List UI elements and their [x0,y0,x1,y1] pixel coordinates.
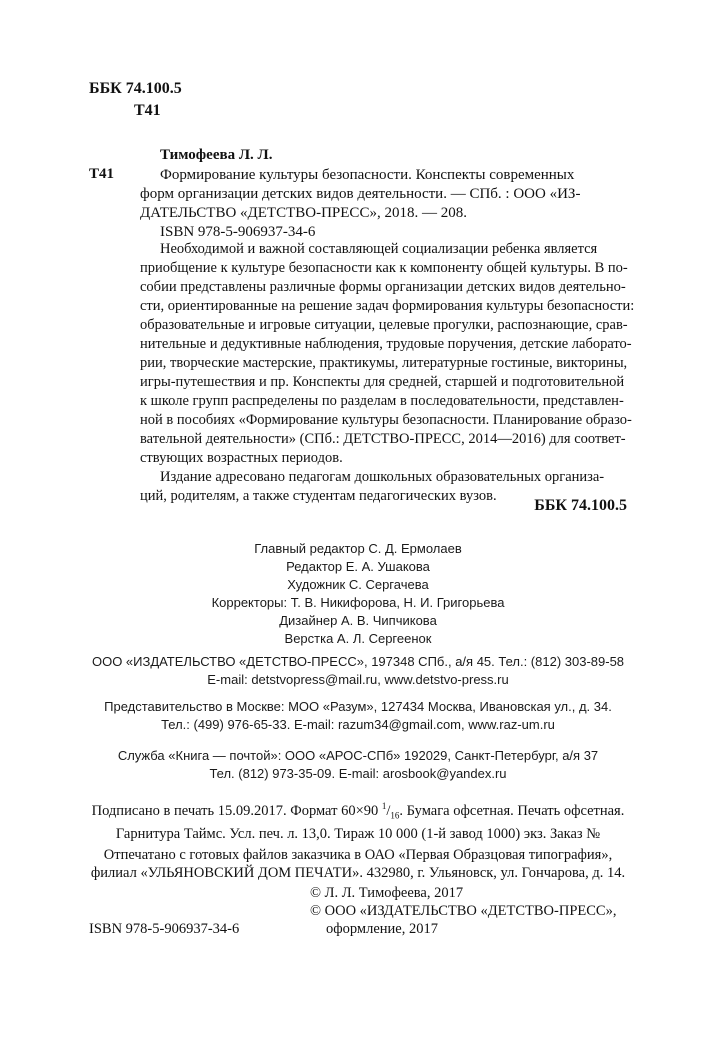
credit-designer: Дизайнер А. В. Чипчикова [279,613,437,628]
annotation-line: нительные и дедуктивные наблюдения, трудовые поручения, детские лаборато- [140,336,632,352]
copyright-publisher: © ООО «ИЗДАТЕЛЬСТВО «ДЕТСТВО-ПРЕСС», [310,903,617,919]
annotation-line: сти, ориентированные на решение задач формирования культуры безопасности: [140,298,635,314]
credit-artist: Художник С. Сергачева [287,577,429,592]
copyright-design: оформление, 2017 [326,921,438,937]
annotation-line: к школе групп распределены по разделам в последовательности, представлен- [140,393,624,409]
annotation-line: приобщение к культуре безопасности как к компоненту общей культуры. В по- [140,260,628,276]
title-line-3: ДАТЕЛЬСТВО «ДЕТСТВО-ПРЕСС», 2018. — 208. [140,205,467,221]
annotation-line: собии представлены различные формы организации детских видов деятельно- [140,279,626,295]
print-format-text: Подписано в печать 15.09.2017. Формат 60×90 [91,802,382,819]
fraction-denominator: 16 [390,810,400,821]
bbk-code-header: ББК 74.100.5 [89,80,182,97]
title-line-1: Формирование культуры безопасности. Конспекты современных [160,167,575,183]
printer-line-2: филиал «УЛЬЯНОВСКИЙ ДОМ ПЕЧАТИ». 432980, г. Ульяновск, ул. Гончарова, д. 14. [90,865,626,881]
moscow-office-block [60,698,656,734]
print-info-line-1: Подписано в печать 15.09.2017. Формат 60×90 $^1/_{16}$. Бумага офсетная. Печать офсетная. [91,801,625,821]
isbn-line: ISBN 978-5-906937-34-6 [160,224,316,240]
moscow-office-address: Представительство в Москве: МОО «Разум», 127434 Москва, Ивановская ул., д. 34. [104,699,612,714]
annotation-line: Необходимой и важной составляющей социализации ребенка является [160,241,598,257]
print-info-block [40,797,676,843]
moscow-office-contacts: Тел.: (499) 976-65-33. E-mail: razum34@gmail.com, www.raz-um.ru [161,717,555,732]
annotation-line: ной в пособиях «Формирование культуры безопасности. Планирование образо- [140,412,632,428]
mail-order-contacts: Тел. (812) 973-35-09. E-mail: arosbook@yandex.ru [209,766,507,781]
annotation-line: ций, родителям, а также студентам педагогических вузов. [140,488,497,504]
title-block-index: Т41 [89,166,115,182]
credits [120,540,596,648]
index-code: Т41 [134,102,161,119]
mail-order-block [60,747,656,783]
annotation-line: Издание адресовано педагогам дошкольных образовательных организа- [160,469,605,485]
print-paper-text: . Бумага офсетная. Печать офсетная. [399,802,625,819]
credit-proofreaders: Корректоры: Т. В. Никифорова, Н. И. Григорьева [211,595,505,610]
fraction-numerator: 1 [381,801,387,811]
annotation-line: вательной деятельности» (СПб.: ДЕТСТВО-ПРЕСС, 2014—2016) для соответ- [140,431,626,447]
printer-block [40,846,676,882]
mail-order-address: Служба «Книга — почтой»: ООО «АРОС-СПб» 192029, Санкт-Петербург, а/я 37 [117,748,599,763]
credit-chief-editor: Главный редактор С. Д. Ермолаев [254,541,462,556]
publisher-contacts: E-mail: detstvopress@mail.ru, www.detstvo-press.ru [207,672,509,687]
author-name: Тимофеева Л. Л. [160,147,273,163]
credit-layout: Верстка А. Л. Сергеенок [284,631,432,646]
print-info-line-2: Гарнитура Таймс. Усл. печ. л. 13,0. Тираж 10 000 (1-й завод 1000) экз. Заказ № [115,825,601,842]
footer-isbn: ISBN 978-5-906937-34-6 [89,921,240,937]
bbk-code-footer: ББК 74.100.5 [534,497,627,514]
copyright-block [310,884,616,938]
annotation-line: образовательные и игровые ситуации, целевые прогулки, распознающие, срав- [140,317,628,333]
publisher-address: ООО «ИЗДАТЕЛЬСТВО «ДЕТСТВО-ПРЕСС», 197348 СПб., а/я 45. Тел.: (812) 303-89-58 [91,654,625,669]
annotation-line: рии, творческие мастерские, практикумы, литературные гостиные, викторины, [140,355,628,371]
annotation-line: игры-путешествия и пр. Конспекты для средней, старшей и подготовительной [140,374,625,390]
copyright-author: © Л. Л. Тимофеева, 2017 [310,885,464,901]
title-line-2: форм организации детских видов деятельности. — СПб. : ООО «ИЗ- [140,186,581,202]
printer-line-1: Отпечатано с готовых файлов заказчика в ОАО «Первая Образцовая типография», [103,847,613,863]
credit-editor: Редактор Е. А. Ушакова [286,559,430,574]
publisher-block [60,653,656,689]
annotation-line: ствующих возрастных периодов. [140,450,343,466]
